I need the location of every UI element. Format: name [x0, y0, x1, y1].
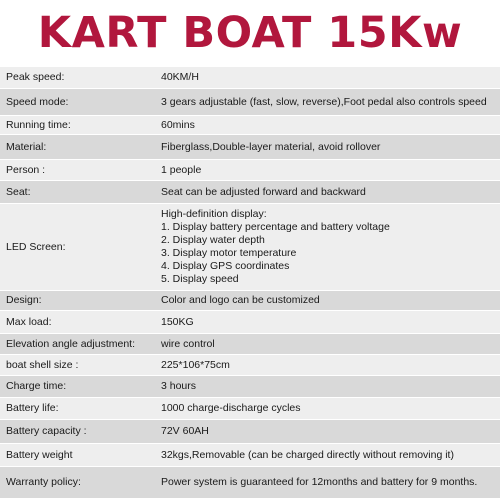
- spec-value: 225*106*75cm: [153, 355, 500, 376]
- spec-row-speed-mode: [0, 89, 500, 116]
- spec-value: Power system is guaranteed for 12months and battery for 9 months.: [153, 467, 500, 499]
- spec-value: 72V 60AH: [153, 420, 500, 444]
- led-screen-line: High-definition display:: [161, 208, 267, 220]
- spec-value: 3 hours: [153, 376, 500, 398]
- spec-value: 1 people: [153, 160, 500, 181]
- spec-row-running-time: [0, 116, 500, 135]
- led-screen-line: 4. Display GPS coordinates: [161, 260, 290, 272]
- spec-row-charge-time: [0, 376, 500, 398]
- spec-value: 1000 charge-discharge cycles: [153, 398, 500, 420]
- spec-label: Design:: [0, 291, 153, 311]
- spec-row-elevation-angle: [0, 334, 500, 355]
- spec-row-boat-shell-size: [0, 355, 500, 376]
- spec-label: Battery life:: [0, 398, 153, 420]
- spec-label: Speed mode:: [0, 89, 153, 116]
- spec-label: Charge time:: [0, 376, 153, 398]
- spec-value: 60mins: [153, 116, 500, 135]
- spec-label: Running time:: [0, 116, 153, 135]
- spec-label: Seat:: [0, 181, 153, 204]
- led-screen-line: 5. Display speed: [161, 273, 239, 285]
- spec-row-led-screen: [0, 204, 500, 291]
- spec-label: Battery weight: [0, 444, 153, 467]
- spec-label: Peak speed:: [0, 67, 153, 89]
- specs-table: [0, 66, 500, 499]
- page-title: KART BOAT 15Kw: [37, 8, 463, 58]
- spec-value-list: [153, 204, 500, 291]
- spec-row-seat: [0, 181, 500, 204]
- spec-label: boat shell size :: [0, 355, 153, 376]
- spec-row-battery-capacity: [0, 420, 500, 444]
- spec-row-warranty-policy: [0, 467, 500, 499]
- spec-label: Max load:: [0, 311, 153, 334]
- led-screen-line: 1. Display battery percentage and battery voltage: [161, 221, 390, 233]
- spec-label: Material:: [0, 135, 153, 160]
- spec-value: Fiberglass,Double-layer material, avoid rollover: [153, 135, 500, 160]
- spec-row-person: [0, 160, 500, 181]
- led-screen-line: 2. Display water depth: [161, 234, 265, 246]
- spec-label: Battery capacity :: [0, 420, 153, 444]
- spec-value: Color and logo can be customized: [153, 291, 500, 311]
- spec-row-battery-weight: [0, 444, 500, 467]
- spec-label: Elevation angle adjustment:: [0, 334, 153, 355]
- spec-label: Warranty policy:: [0, 467, 153, 499]
- spec-row-material: [0, 135, 500, 160]
- spec-row-max-load: [0, 311, 500, 334]
- spec-label: LED Screen:: [0, 204, 153, 291]
- spec-value: 3 gears adjustable (fast, slow, reverse),Foot pedal also controls speed: [153, 89, 500, 116]
- spec-value: wire control: [153, 334, 500, 355]
- spec-row-design: [0, 291, 500, 311]
- spec-value: 40KM/H: [153, 67, 500, 89]
- spec-value: 150KG: [153, 311, 500, 334]
- spec-row-battery-life: [0, 398, 500, 420]
- spec-value: 32kgs,Removable (can be charged directly without removing it): [153, 444, 500, 467]
- led-screen-line: 3. Display motor temperature: [161, 247, 297, 259]
- spec-value: Seat can be adjusted forward and backward: [153, 181, 500, 204]
- spec-label: Person :: [0, 160, 153, 181]
- spec-row-peak-speed: [0, 67, 500, 89]
